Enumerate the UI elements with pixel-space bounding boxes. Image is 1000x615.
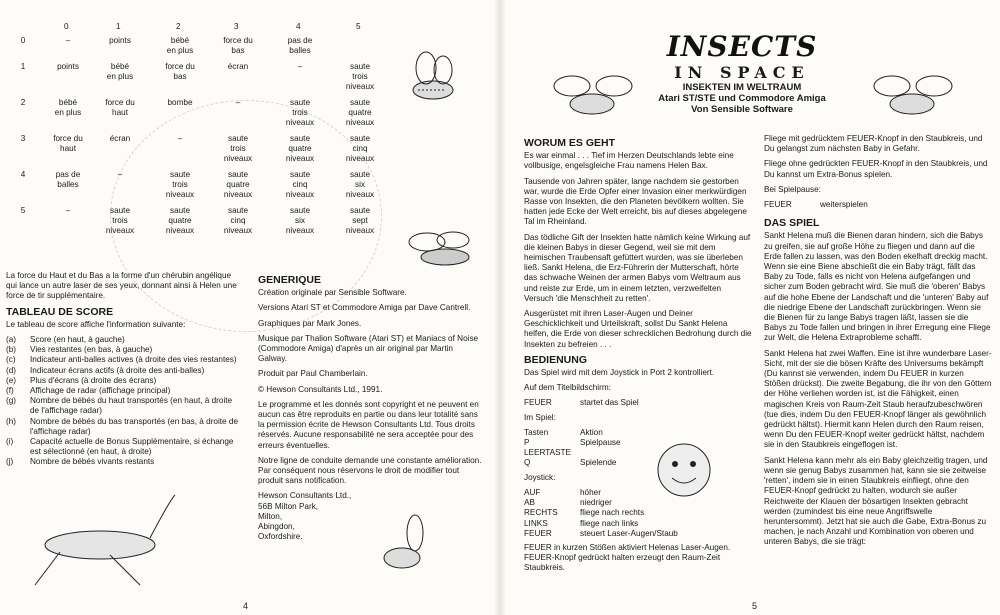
grid-header: 3 <box>234 22 239 31</box>
control-key: P <box>524 438 530 448</box>
left-column <box>6 271 242 468</box>
control-row <box>524 519 752 529</box>
page-right <box>502 0 1000 615</box>
score-item <box>6 366 242 376</box>
score-item-key: (h) <box>6 416 17 426</box>
grid-cell: points <box>109 36 131 45</box>
score-item-key: (e) <box>6 375 17 385</box>
bedienung-heading: BEDIENUNG <box>524 353 588 366</box>
grid-cell: saute six niveaux <box>285 206 315 235</box>
score-item-key: (f) <box>6 386 14 396</box>
grid-cell: saute trois niveaux <box>223 134 253 163</box>
address-line: Milton, <box>258 511 283 521</box>
generique-paragraph: © Hewson Consultants Ltd., 1991. <box>258 384 383 394</box>
grid-cell: – <box>177 134 183 143</box>
grid-row-label: 0 <box>20 36 26 45</box>
worum-paragraph: Tausende von Jahren später, lange nachdem sie gestorben war, wurde die Erde Opfer einer Invasion einer merkwürdigen Rasse von Insekten, die den Planeten bevölkern wollten. Sie hatten jede Ecke der Welt erreicht, bis auf dieses abgelegene Tal im Rheinland. <box>524 176 747 227</box>
generique-paragraph: Graphiques par Mark Jones. <box>258 318 362 328</box>
grid-cell: écran <box>109 134 131 143</box>
score-item-key: (j) <box>6 457 14 467</box>
spiel-paragraph: Sankt Helena kann mehr als ein Baby gleichzeitig tragen, und wenn sie genug Babys zusammen hat, kann sie sie zeitweise 'retten', indem sie in einen Staubkreis einfliegt, ohne den FEUER-Knopf gedrückt zu halten, wodurch sie außer Reichweite der Klauen der bösartigen Insekten gebracht werden (zumindest bis eine neue Angriffswelle heruntersommt). Jetzt hat sie auch die Gabe, Extra-Bonus zu machen, je nach Anzahl und Kombination von oberen und unteren Babys, die sie trägt: <box>764 455 988 547</box>
logo-title: INSECTS <box>666 30 818 63</box>
tieback-intro: La force du Haut et du Bas a la forme d'un chérubin angélique qui lance un autre laser de ses yeux, donnant ainsi à Helen une force de tir supplémentaire. <box>6 271 237 301</box>
grid-cell: bébé en plus <box>54 98 82 117</box>
spielpause-label: Bei Spielpause: <box>764 184 821 194</box>
grid-cell: saute cinq niveaux <box>345 134 375 163</box>
grid-cell: force du haut <box>105 98 135 117</box>
grid-header: 4 <box>296 22 301 31</box>
worum-paragraph: Ausgerüstet mit ihren Laser-Augen und Deiner Geschicklichkeit und Urteilskraft, sollst Du Sankt Helena helfen, die Erde von dieser schrecklichen Bedrohung durch die Insekten zu befreien . . . <box>524 309 752 349</box>
staubkreis-text <box>764 134 992 180</box>
bedienung-end: FEUER in kurzen Stößen aktiviert Helenas Laser-Augen. FEUER-Knopf gedrückt halten erzeugt den Raum-Zeit Staubkreis. <box>524 542 731 573</box>
control-action: höher <box>580 487 601 497</box>
sun-face-icon <box>644 430 724 510</box>
grid-header: 5 <box>356 22 361 31</box>
titel-label: Auf dem Titelbildschirm: <box>524 383 611 393</box>
control-key: LEERTASTE <box>524 448 572 458</box>
grid-cell: saute trois niveaux <box>165 170 195 199</box>
cricket-icon <box>20 490 180 590</box>
grid-header: 2 <box>176 22 181 31</box>
grid-cell: force du bas <box>165 62 195 81</box>
control-action: Aktion <box>580 427 603 437</box>
subtitle-platforms: Atari ST/STE und Commodore Amiga <box>658 93 826 104</box>
grid-cell: écran <box>227 62 249 71</box>
score-item-key: (c) <box>6 355 16 365</box>
worum-paragraph: Das tödliche Gift der Insekten hatte nämlich keine Wirkung auf die kleinen Babys in dieser Gegend, weil sie mit dem heimischen Traubensaft gefüttert wurden, was sie überleben ließ. Sankt Helena, die Erz-Führerin der Mutterschaft, hörte das schwache Weinen der armen Babys vom Weltraum aus und reiste zur Erde, um in einem letzten, verzweifelten Versuch 'die Menschheit zu retten'. <box>524 232 751 303</box>
generique-column <box>258 271 484 542</box>
address-line: Abingdon, <box>258 522 295 532</box>
grid-cell: saute trois niveaux <box>345 62 375 91</box>
page-number-right: 5 <box>752 601 758 611</box>
pause-action: weiterspielen <box>820 200 868 210</box>
bee-icon <box>388 50 468 120</box>
grid-cell: saute cinq niveaux <box>285 170 315 199</box>
grid-cell: bombe <box>167 98 193 107</box>
score-item <box>6 396 242 416</box>
grid-cell: saute sept niveaux <box>345 206 375 235</box>
spiel-paragraph: Sankt Helena hat zwei Waffen. Eine ist ihre wunderbare Laser-Sicht, mit der sie die bösen Kräfte des Universums bekämpft (Du kannst sie verwenden, indem Du FEUER in kurzen Stößen drückst). Die zweite Begabung, die ihr von den Göttern der Höhe verliehen worden ist, ist die Fähigkeit, einen magischen Kreis von Raum-Zeit Staub heraufzubeschwören (tue dies, indem Du den FEUER-Knopf länger als gewöhnlich gedrückt hältst). Hiermit kann Helen durch den Raum reisen, wenn Du den FEUER-Knopf weiter gedrückt hältst, nachdem sie in den Staubkreis eingeflogen ist. <box>764 348 992 450</box>
grid-cell: – <box>235 98 241 107</box>
score-item-text: Capacité actuelle de Bonus Supplémentaire, si échange est sélectionné (en haut, à droite) <box>30 437 234 457</box>
grid-cell: points <box>57 62 79 71</box>
score-item <box>6 345 242 355</box>
score-item <box>6 376 242 386</box>
control-key: AUF <box>524 487 541 497</box>
score-item-key: (d) <box>6 365 17 375</box>
score-item-text: Nombre de bébés vivants restants <box>30 457 155 467</box>
spiel-paragraph: Sankt Helena muß die Bienen daran hindern, sich die Babys zu greifen, sie auf große Höhe zu fliegen und dann auf die Erde fallen zu lassen, was den Boden ekelhaft dreckig macht. Wenn sie eine Biene abschießt die ein Baby trägt, fällt das Baby zu Tode, falls es nicht von Helena aufgefangen und sicher zum Boden gebracht wird. Sie muß die 'oberen' Babys auf die hohe Ebene der Landschaft und die 'unteren' Baby auf die niedrige Ebene der Landschaft zurückbringen. Wenn sie die Bienen für zu lange Babys tragen läßt, lassen sie die Babys zu Tode fallen und bringen in ihrer Erregung eine Fliege zur Welt, die Helena Extraprobleme schafft. <box>764 231 991 343</box>
subtitle-german: INSEKTEN IM WELTRAUM <box>682 82 802 93</box>
staubkreis-paragraph: Fliege ohne gedrückten FEUER-Knopf in den Staubkreis, und Du kannst um Extra-Bonus spielen. <box>764 159 988 179</box>
imspiel-label: Im Spiel: <box>524 412 556 422</box>
spiel-text <box>764 231 992 547</box>
address-line: 56B Milton Park, <box>258 501 319 511</box>
score-item-text: Nombre de bébés du bas transportés (en bas, à droite de l'affichage radar) <box>30 416 238 436</box>
control-key: FEUER <box>524 398 552 408</box>
grid-row-label: 1 <box>20 62 26 71</box>
generique-paragraph: Produit par Paul Chamberlain. <box>258 369 368 379</box>
grid-cell: saute six niveaux <box>345 170 375 199</box>
page-left <box>0 0 498 615</box>
grid-row-label: 5 <box>20 206 26 215</box>
subtitle-developer: Von Sensible Software <box>691 104 793 115</box>
grid-row-label: 3 <box>20 134 26 143</box>
score-item <box>6 457 242 467</box>
score-item <box>6 355 242 365</box>
grid-cell: force du bas <box>223 36 253 55</box>
bedienung-intro: Das Spiel wird mit dem Joystick in Port 2 kontrolliert. <box>524 368 715 378</box>
grid-cell: – <box>297 62 303 71</box>
score-item-text: Plus d'écrans (à droite des écrans) <box>30 375 157 385</box>
grid-cell: – <box>117 170 123 179</box>
score-item-text: Affichage de radar (affichage principal) <box>30 386 171 396</box>
score-intro: Le tableau de score affiche l'information suivante: <box>6 319 186 329</box>
staubkreis-paragraph: Fliege mit gedrücktem FEUER-Knopf in den Staubkreis, und Du gelangst zum nächsten Baby in Gefahr. <box>764 134 983 154</box>
grid-cell: saute quatre niveaux <box>345 98 375 127</box>
generique-paragraph: Création originale par Sensible Software. <box>258 288 407 298</box>
control-key: AB <box>524 498 535 508</box>
bonus-grid <box>12 22 382 242</box>
joystick-label: Joystick: <box>524 472 556 482</box>
pause-controls <box>764 200 992 210</box>
control-action: niedriger <box>580 498 612 508</box>
address-line: Hewson Consultants Ltd., <box>258 491 352 501</box>
grid-header: 0 <box>64 22 69 31</box>
score-item-text: Nombre de bébés du haut transportés (en haut, à droite de l'affichage radar) <box>30 396 233 416</box>
control-key: FEUER <box>524 528 552 538</box>
score-item <box>6 335 242 345</box>
grid-cell: – <box>65 206 71 215</box>
grid-cell: – <box>65 36 71 45</box>
generique-paragraph: Versions Atari ST et Commodore Amiga par Dave Cantrell. <box>258 303 471 313</box>
score-item-text: Indicateur anti-balles actives (à droite des vies restantes) <box>30 355 237 365</box>
address-block <box>258 491 484 542</box>
control-action: fliege nach rechts <box>580 508 645 518</box>
control-action: steuert Laser-Augen/Staub <box>580 528 678 538</box>
page-number-left: 4 <box>243 601 249 611</box>
grid-cell: saute quatre niveaux <box>223 170 253 199</box>
grid-cell: saute quatre niveaux <box>285 134 315 163</box>
score-item-text: Vies restantes (en bas, à gauche) <box>30 345 153 355</box>
worum-paragraph: Es war einmal . . . Tief im Herzen Deutschlands lebte eine vollbusige, engelsgleiche Frau namens Helen Bax. <box>524 151 734 171</box>
control-action: Spielende <box>580 458 617 468</box>
control-key: LINKS <box>524 518 548 528</box>
pause-key: FEUER <box>764 200 792 210</box>
control-row <box>524 529 752 539</box>
score-item <box>6 386 242 396</box>
grid-cell: saute trois niveaux <box>285 98 315 127</box>
spiel-heading: DAS SPIEL <box>764 217 820 230</box>
grid-cell: pas de balles <box>55 170 81 189</box>
score-item-text: Indicateur écrans actifs (à droite des anti-balles) <box>30 365 205 375</box>
score-item-key: (b) <box>6 345 17 355</box>
generique-heading: GENERIQUE <box>258 274 322 286</box>
grid-cell: pas de balles <box>287 36 313 55</box>
grid-header: 1 <box>116 22 121 31</box>
control-action: fliege nach links <box>580 518 639 528</box>
right-left-column <box>524 134 752 579</box>
score-item-text: Score (en haut, à gauche) <box>30 335 125 345</box>
address-line: Oxfordshire. <box>258 532 303 542</box>
grid-cell: saute trois niveaux <box>105 206 135 235</box>
grid-cell: bébé en plus <box>106 62 134 81</box>
score-item-key: (i) <box>6 437 14 447</box>
worum-text <box>524 151 752 350</box>
generique-paragraph: Notre ligne de conduite demande une constante amélioration. Par conséquent nous réservons le droit de modifier tout produit sans notification. <box>258 455 482 486</box>
grid-cell: bébé en plus <box>166 36 194 55</box>
grid-row-label: 4 <box>20 170 26 179</box>
control-key: Tasten <box>524 427 549 437</box>
grid-cell: saute quatre niveaux <box>165 206 195 235</box>
control-key: RECHTS <box>524 508 558 518</box>
score-item <box>6 437 242 457</box>
generique-paragraph: Le programme et les donnés sont copyright et ne peuvent en aucun cas être reproduits en partie ou dans leur totalité sans la permission écrite de Hewson Consultants Ltd. Tous droits réservés. Aucune responsabilité ne sera acceptée pour des erreurs éventuelles. <box>258 399 479 450</box>
grid-cell: force du haut <box>53 134 83 153</box>
score-heading: TABLEAU DE SCORE <box>6 305 114 318</box>
control-action: Spielpause <box>580 438 621 448</box>
control-row <box>524 398 752 408</box>
worum-heading: WORUM ES GEHT <box>524 137 615 149</box>
generique-paragraph: Musique par Thalion Software (Atari ST) et Maniacs of Noise (Commodore Amiga) d'après un air original par Martin Galway. <box>258 333 479 364</box>
logo-subtitle: IN SPACE <box>674 63 810 82</box>
bee-icon-right <box>862 64 962 134</box>
generique-text <box>258 288 484 486</box>
control-action: startet das Spiel <box>580 398 639 408</box>
score-item-key: (g) <box>6 396 17 406</box>
title-controls <box>524 398 752 408</box>
right-right-column <box>764 134 992 553</box>
score-item <box>6 417 242 437</box>
score-list <box>6 335 242 468</box>
game-logo <box>622 30 862 115</box>
score-item-key: (a) <box>6 335 17 345</box>
grid-row-label: 2 <box>20 98 26 107</box>
grid-cell: saute cinq niveaux <box>223 206 253 235</box>
control-key: Q <box>524 458 531 468</box>
